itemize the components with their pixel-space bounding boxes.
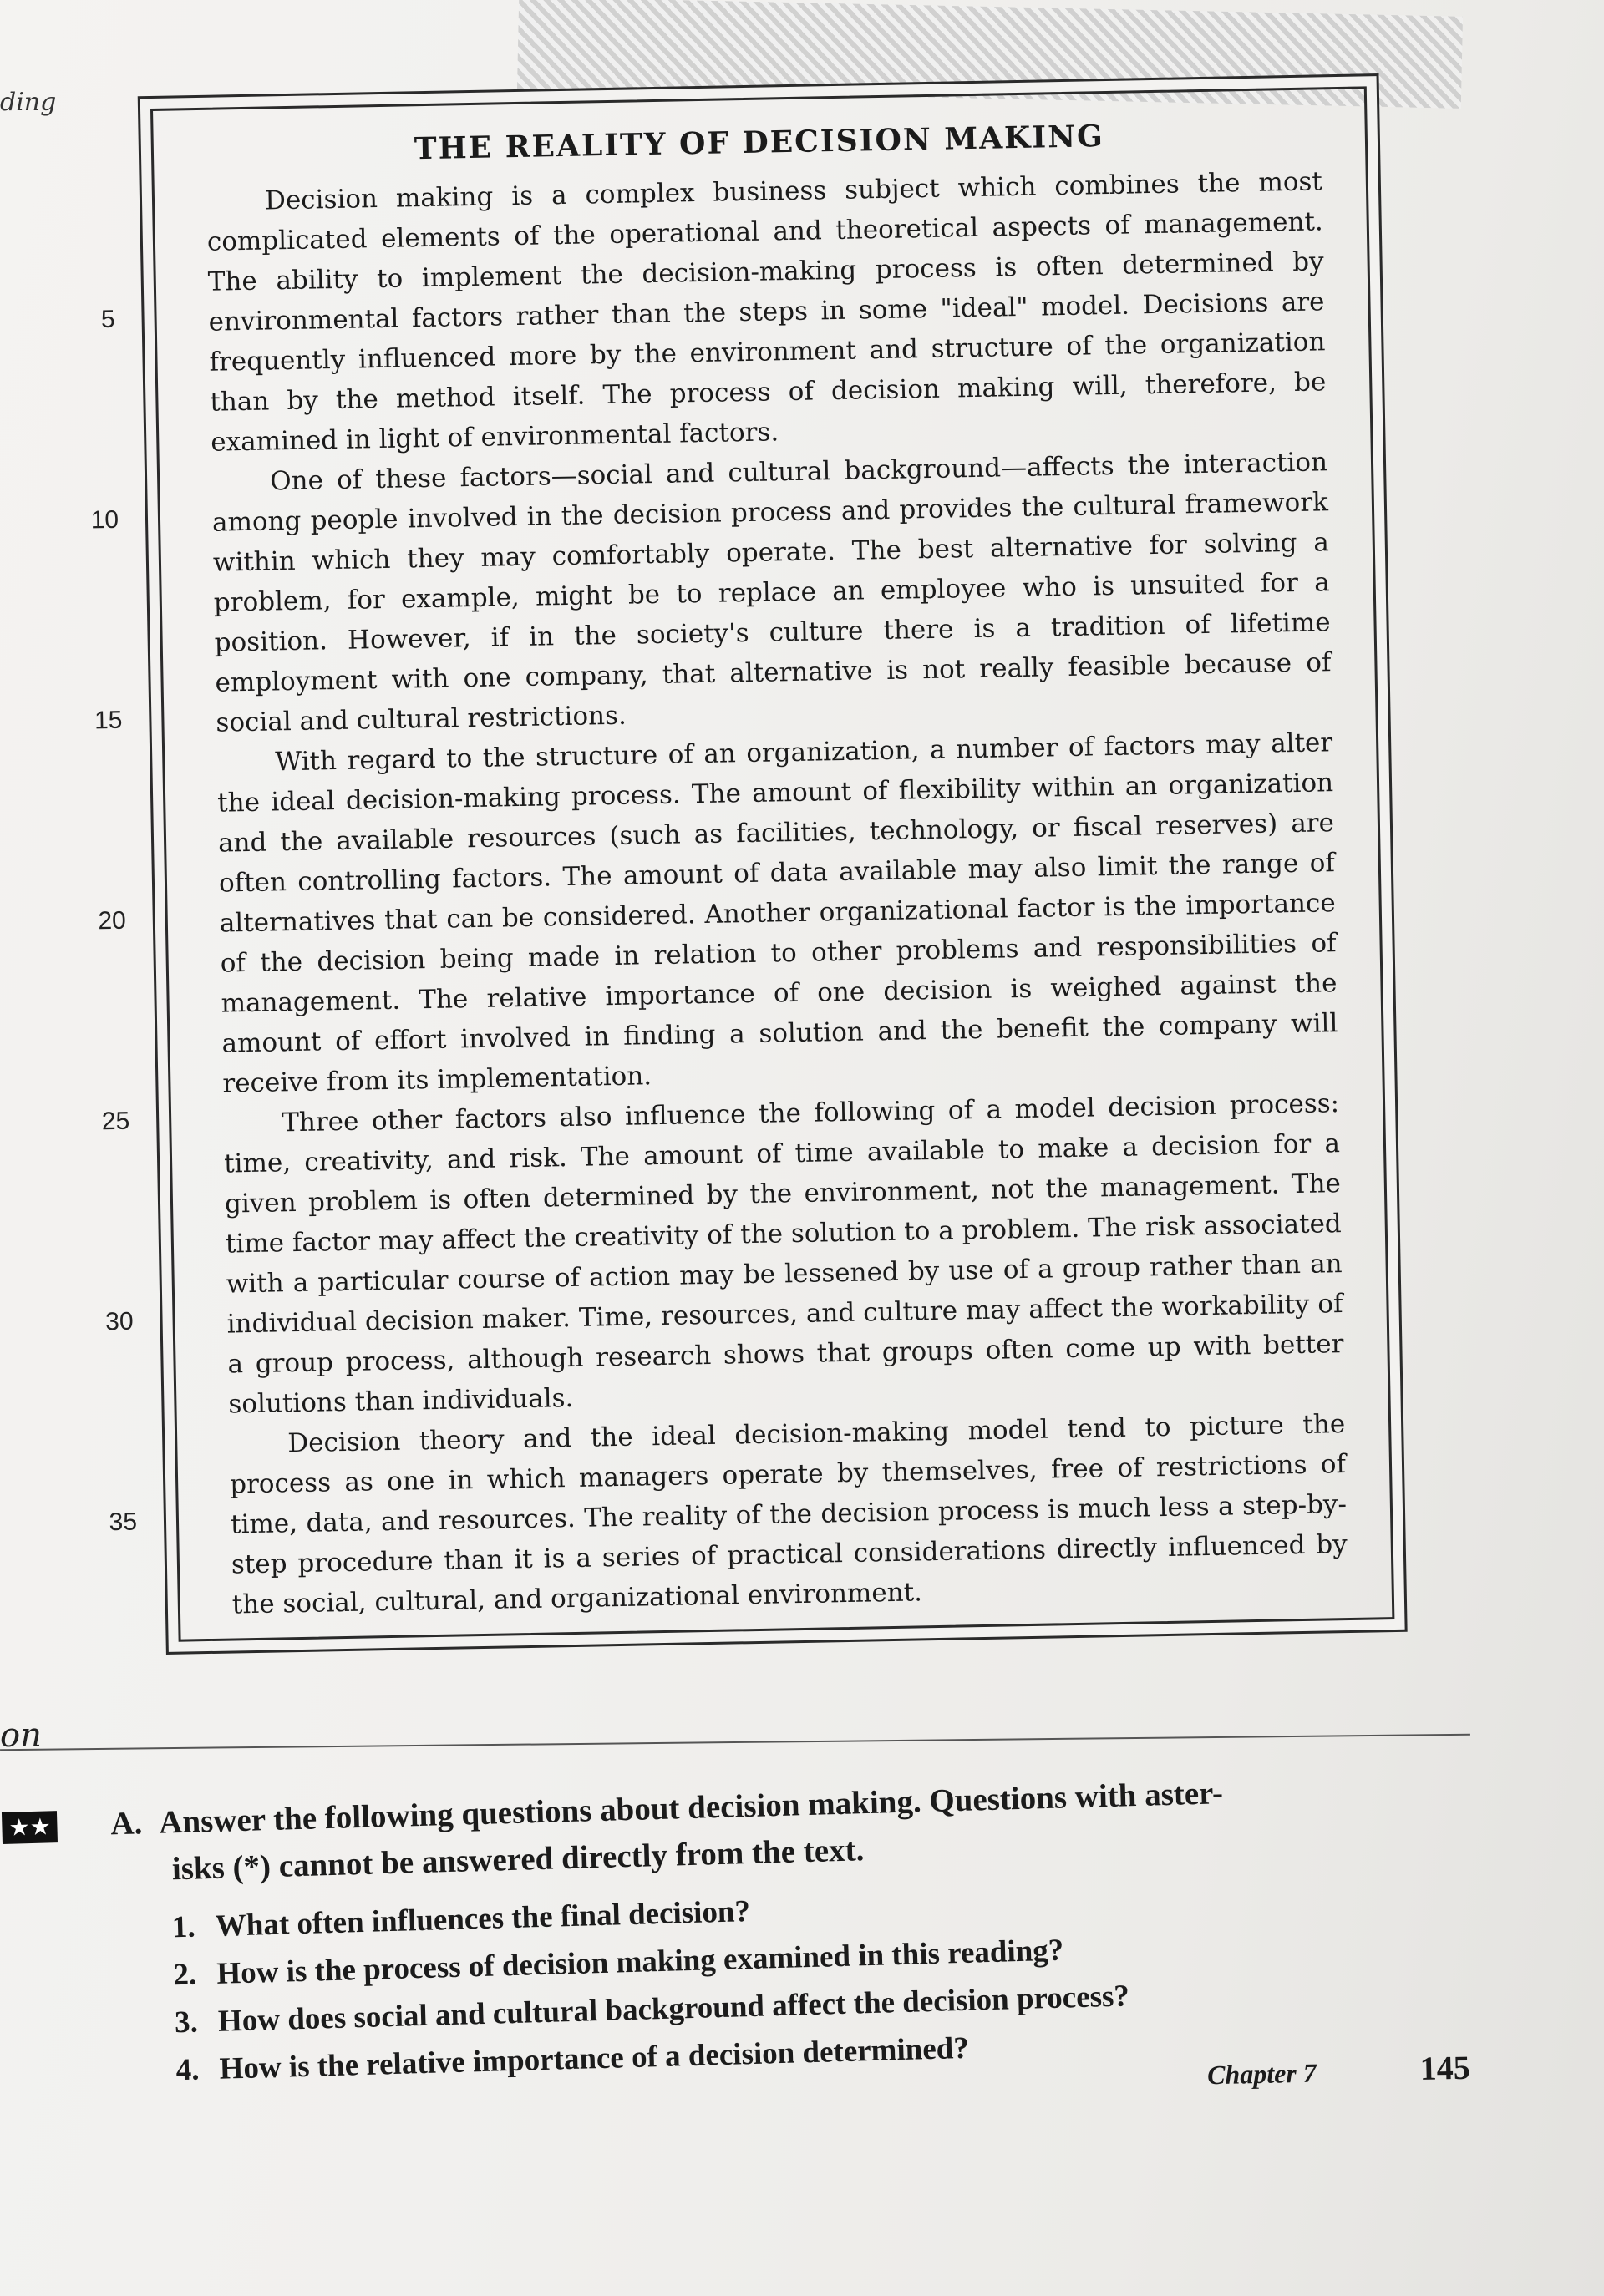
reading-body — [155, 160, 1392, 1625]
paragraph-2: One of these factors—social and cultural background—affects the interaction among people involved in the decision process and provides the cultural framework within which they may comfortably operate. The best alternative for solving a problem, for example, might be to replace an employee who is unsuited for a position. However, if in the society's culture there is a tradition of lifetime employment with one company, that alternative is not really feasible because of social and cultural restrictions. — [211, 447, 1332, 738]
paragraph-1: Decision making is a complex business subject which combines the most complicated elements of the operational and theoretical aspects of management. The ability to implement the decision-making process is often determined by environmental factors rather than the steps in some "ideal" model. Decisions are frequently influenced more by the environment and structure of the organization than by the method itself. The process of decision making will, therefore, be examined in light of environmental factors. — [206, 166, 1327, 458]
line-number-30: 30 — [104, 1307, 134, 1336]
line-number-5: 5 — [100, 305, 115, 334]
line-number-20: 20 — [98, 906, 127, 935]
reading-title: THE REALITY OF DECISION MAKING — [414, 119, 1105, 167]
section-divider — [0, 1734, 1470, 1751]
page-footer — [1207, 2048, 1471, 2093]
line-number-10: 10 — [90, 505, 119, 535]
paragraph-3: With regard to the structure of an organization, a number of factors may alter the ideal decision-making process. The amount of flexibility within an organization and the available resources (such as facilities, technology, or fiscal reserves) are often controlling factors. The amount of data available may also limit the range of alternatives that can be considered. Another organizational factor is the importance of the decision being made in relation to other problems and responsibilities of management. The relative importance of one decision is weighed against the amount of effort involved in finding a solution and the benefit the company will receive from its implementation. — [216, 727, 1338, 1099]
paragraph-5: Decision theory and the ideal decision-making model tend to picture the process as one in which managers operate by themselves, free of restrictions of time, data, and resources. The reality of the decision process is much less a step-by-step procedure than it is a series of practical considerations directly influenced by the social, cultural, and organizational environment. — [229, 1409, 1348, 1620]
paragraph-4: Three other factors also influence the following of a model decision process: time, creativity, and risk. The amount of time available to make a decision for a given problem is often determined by the environment, not the management. The time factor may affect the creativity of the solution to a problem. The risk associated with a particular course of action may be lessened by use of a group rather than an individual decision maker. Time, resources, and culture may affect the workability of a group process, although research shows that groups often come up with better solutions than individuals. — [223, 1088, 1344, 1420]
line-number-25: 25 — [101, 1107, 130, 1136]
reading-passage-box — [90, 86, 1394, 1641]
page-number: 145 — [1419, 2048, 1471, 2087]
instruction-line-2: isks (*) cannot be answered directly from the text. — [171, 1832, 865, 1888]
question-text: How does social and cultural background affect the decision process? — [217, 1979, 1130, 2039]
list-item: 4. How is the relative importance of a decision determined? — [175, 2030, 970, 2088]
list-item: 2. How is the process of decision making examined in this reading? — [172, 1933, 1064, 1993]
line-number-15: 15 — [94, 706, 123, 735]
question-text: How is the process of decision making examined in this reading? — [216, 1933, 1064, 1991]
list-item: 1. What often influences the final decision? — [171, 1894, 751, 1945]
question-text: How is the relative importance of a decision determined? — [219, 2030, 970, 2086]
section-heading-fragment: on — [0, 1716, 42, 1755]
list-item: 3. How does social and cultural background affect the decision process? — [174, 1979, 1130, 2040]
difficulty-stars-icon: ★★ — [2, 1811, 58, 1844]
exercise-letter: A. — [109, 1805, 143, 1842]
question-text: What often influences the final decision? — [215, 1894, 751, 1944]
chapter-label: Chapter 7 — [1206, 2057, 1317, 2091]
instruction-line-1: Answer the following questions about decision making. Questions with aster- — [158, 1775, 1224, 1841]
line-number-35: 35 — [109, 1508, 138, 1537]
previous-page-edge-word: ding — [0, 88, 57, 117]
